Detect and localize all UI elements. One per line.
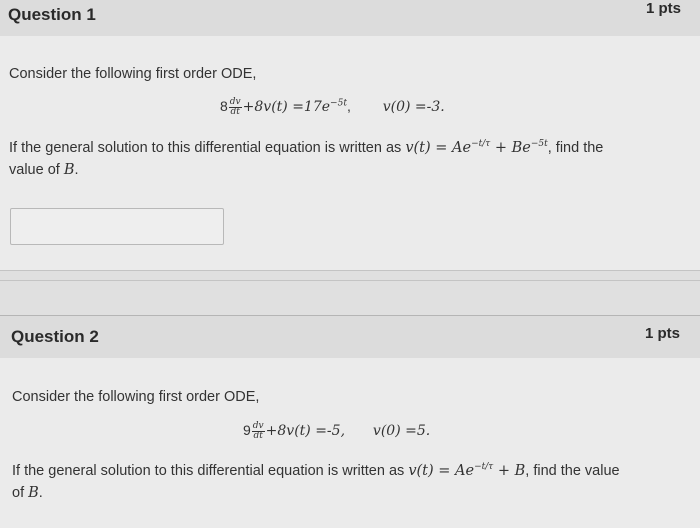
question-1-header bbox=[0, 0, 700, 37]
q1-prompt-line2-a: value of bbox=[9, 162, 64, 178]
question-1-equation bbox=[220, 98, 445, 117]
question-2-title: Question 2 bbox=[11, 327, 99, 346]
question-gap bbox=[0, 271, 700, 315]
q2-prompt-exp1: −t/τ bbox=[474, 462, 494, 472]
q2-prompt-variable: B bbox=[28, 485, 39, 501]
question-2-intro: Consider the following first order ODE, bbox=[12, 389, 260, 405]
question-2-body bbox=[0, 358, 700, 528]
q2-prompt-sol: v(t) = Ae bbox=[408, 462, 475, 479]
q2-prompt-line2-c: . bbox=[38, 485, 43, 501]
question-1-intro: Consider the following first order ODE, bbox=[9, 66, 257, 82]
question-2-top-divider bbox=[0, 280, 700, 281]
q2-prompt-line2-a: of bbox=[12, 485, 29, 501]
q1-eq-comma: , bbox=[346, 98, 351, 115]
q2-frac-num: dv bbox=[252, 421, 264, 431]
question-2-prompt-line1 bbox=[12, 462, 620, 479]
q1-derivative-fraction bbox=[229, 98, 242, 117]
question-2-equation bbox=[243, 422, 430, 441]
q1-prompt-variable: B bbox=[63, 162, 75, 178]
q1-frac-num: dv bbox=[229, 97, 241, 107]
q2-prompt-sol-mid: + B bbox=[493, 462, 526, 479]
q1-eq-mid: +8v(t) =17e bbox=[242, 99, 331, 116]
q2-eq-ic: v(0) =5. bbox=[372, 423, 431, 440]
question-1-points: 1 pts bbox=[646, 0, 682, 17]
question-2-prompt-line2 bbox=[12, 485, 43, 501]
q1-prompt-exp2: −5t bbox=[530, 139, 548, 149]
q2-frac-den: dt bbox=[253, 431, 263, 441]
q2-derivative-fraction bbox=[252, 422, 265, 441]
q1-prompt-line2-c: . bbox=[74, 162, 79, 178]
question-1-prompt-line2 bbox=[9, 162, 79, 178]
q1-prompt-sol: v(t) = Ae bbox=[405, 139, 472, 156]
q1-prompt-text: If the general solution to this differential equation is written as bbox=[9, 139, 402, 156]
q1-eq-coef: 8 bbox=[220, 98, 228, 115]
question-2-header bbox=[0, 315, 700, 359]
q1-eq-exp: −5t bbox=[330, 98, 347, 109]
q1-prompt-sol-mid: + Be bbox=[490, 139, 531, 156]
q1-prompt-exp1: −t/τ bbox=[471, 139, 491, 149]
q2-eq-coef: 9 bbox=[243, 422, 251, 439]
question-1-prompt-line1 bbox=[9, 139, 603, 156]
question-1-title: Question 1 bbox=[8, 5, 96, 24]
q1-frac-den: dt bbox=[230, 107, 240, 117]
q1-prompt-tail: , find the bbox=[547, 139, 604, 156]
question-2-points: 1 pts bbox=[645, 325, 681, 342]
q1-eq-ic: v(0) =-3. bbox=[382, 99, 445, 116]
q2-prompt-text: If the general solution to this differential equation is written as bbox=[12, 462, 405, 479]
q2-eq-mid: +8v(t) =-5, bbox=[265, 423, 346, 440]
q2-prompt-tail: , find the value bbox=[525, 462, 620, 479]
question-1-answer-input[interactable] bbox=[10, 208, 224, 245]
